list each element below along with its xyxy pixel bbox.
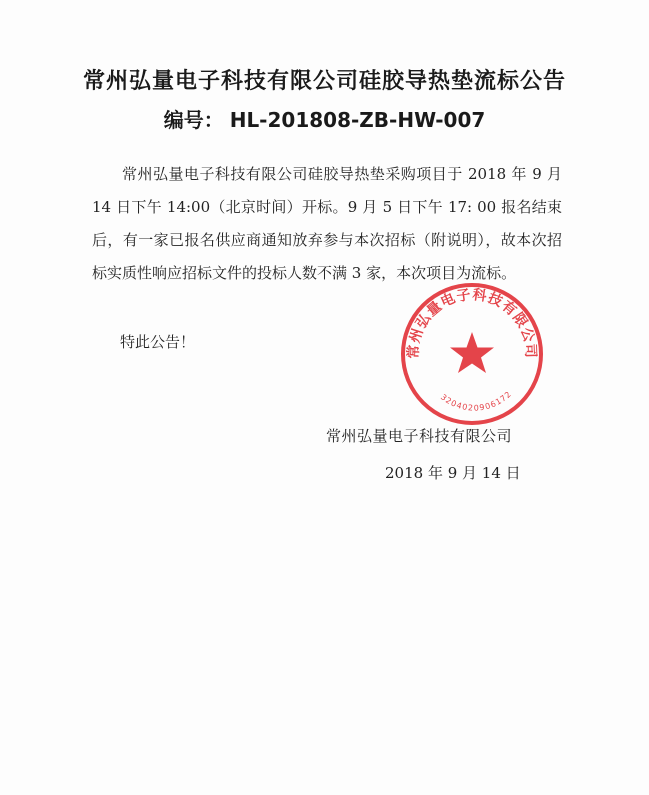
seal-code-text: 3204020906172 <box>438 389 514 413</box>
notice-body: 常州弘量电子科技有限公司硅胶导热垫采购项目于 2018 年 9 月 14 日下午 14:00（北京时间）开标。9 月 5 日下午 17: 00 报名结束后，有一家已报名供应商通知放弃参与本次招标（附说明），故本次招标实质性响应招标文件的投标人数不满 3 家，本次项目为流标。 <box>92 165 562 282</box>
notice-closing: 特此公告！ <box>120 333 196 351</box>
notice-title: 常州弘量电子科技有限公司硅胶导热垫流标公告 <box>82 69 566 94</box>
document-number-label: 编号： <box>163 108 224 132</box>
seal-star-icon <box>450 332 494 373</box>
document-number <box>0 104 649 133</box>
document-number-value: HL-201808-ZB-HW-007 <box>229 108 486 132</box>
seal-company-text: 常州弘量电子科技有限公司 <box>405 287 539 360</box>
signature-date: 2018 年 9 月 14 日 <box>385 464 521 482</box>
signature-company: 常州弘量电子科技有限公司 <box>326 427 513 445</box>
company-seal <box>398 280 546 428</box>
